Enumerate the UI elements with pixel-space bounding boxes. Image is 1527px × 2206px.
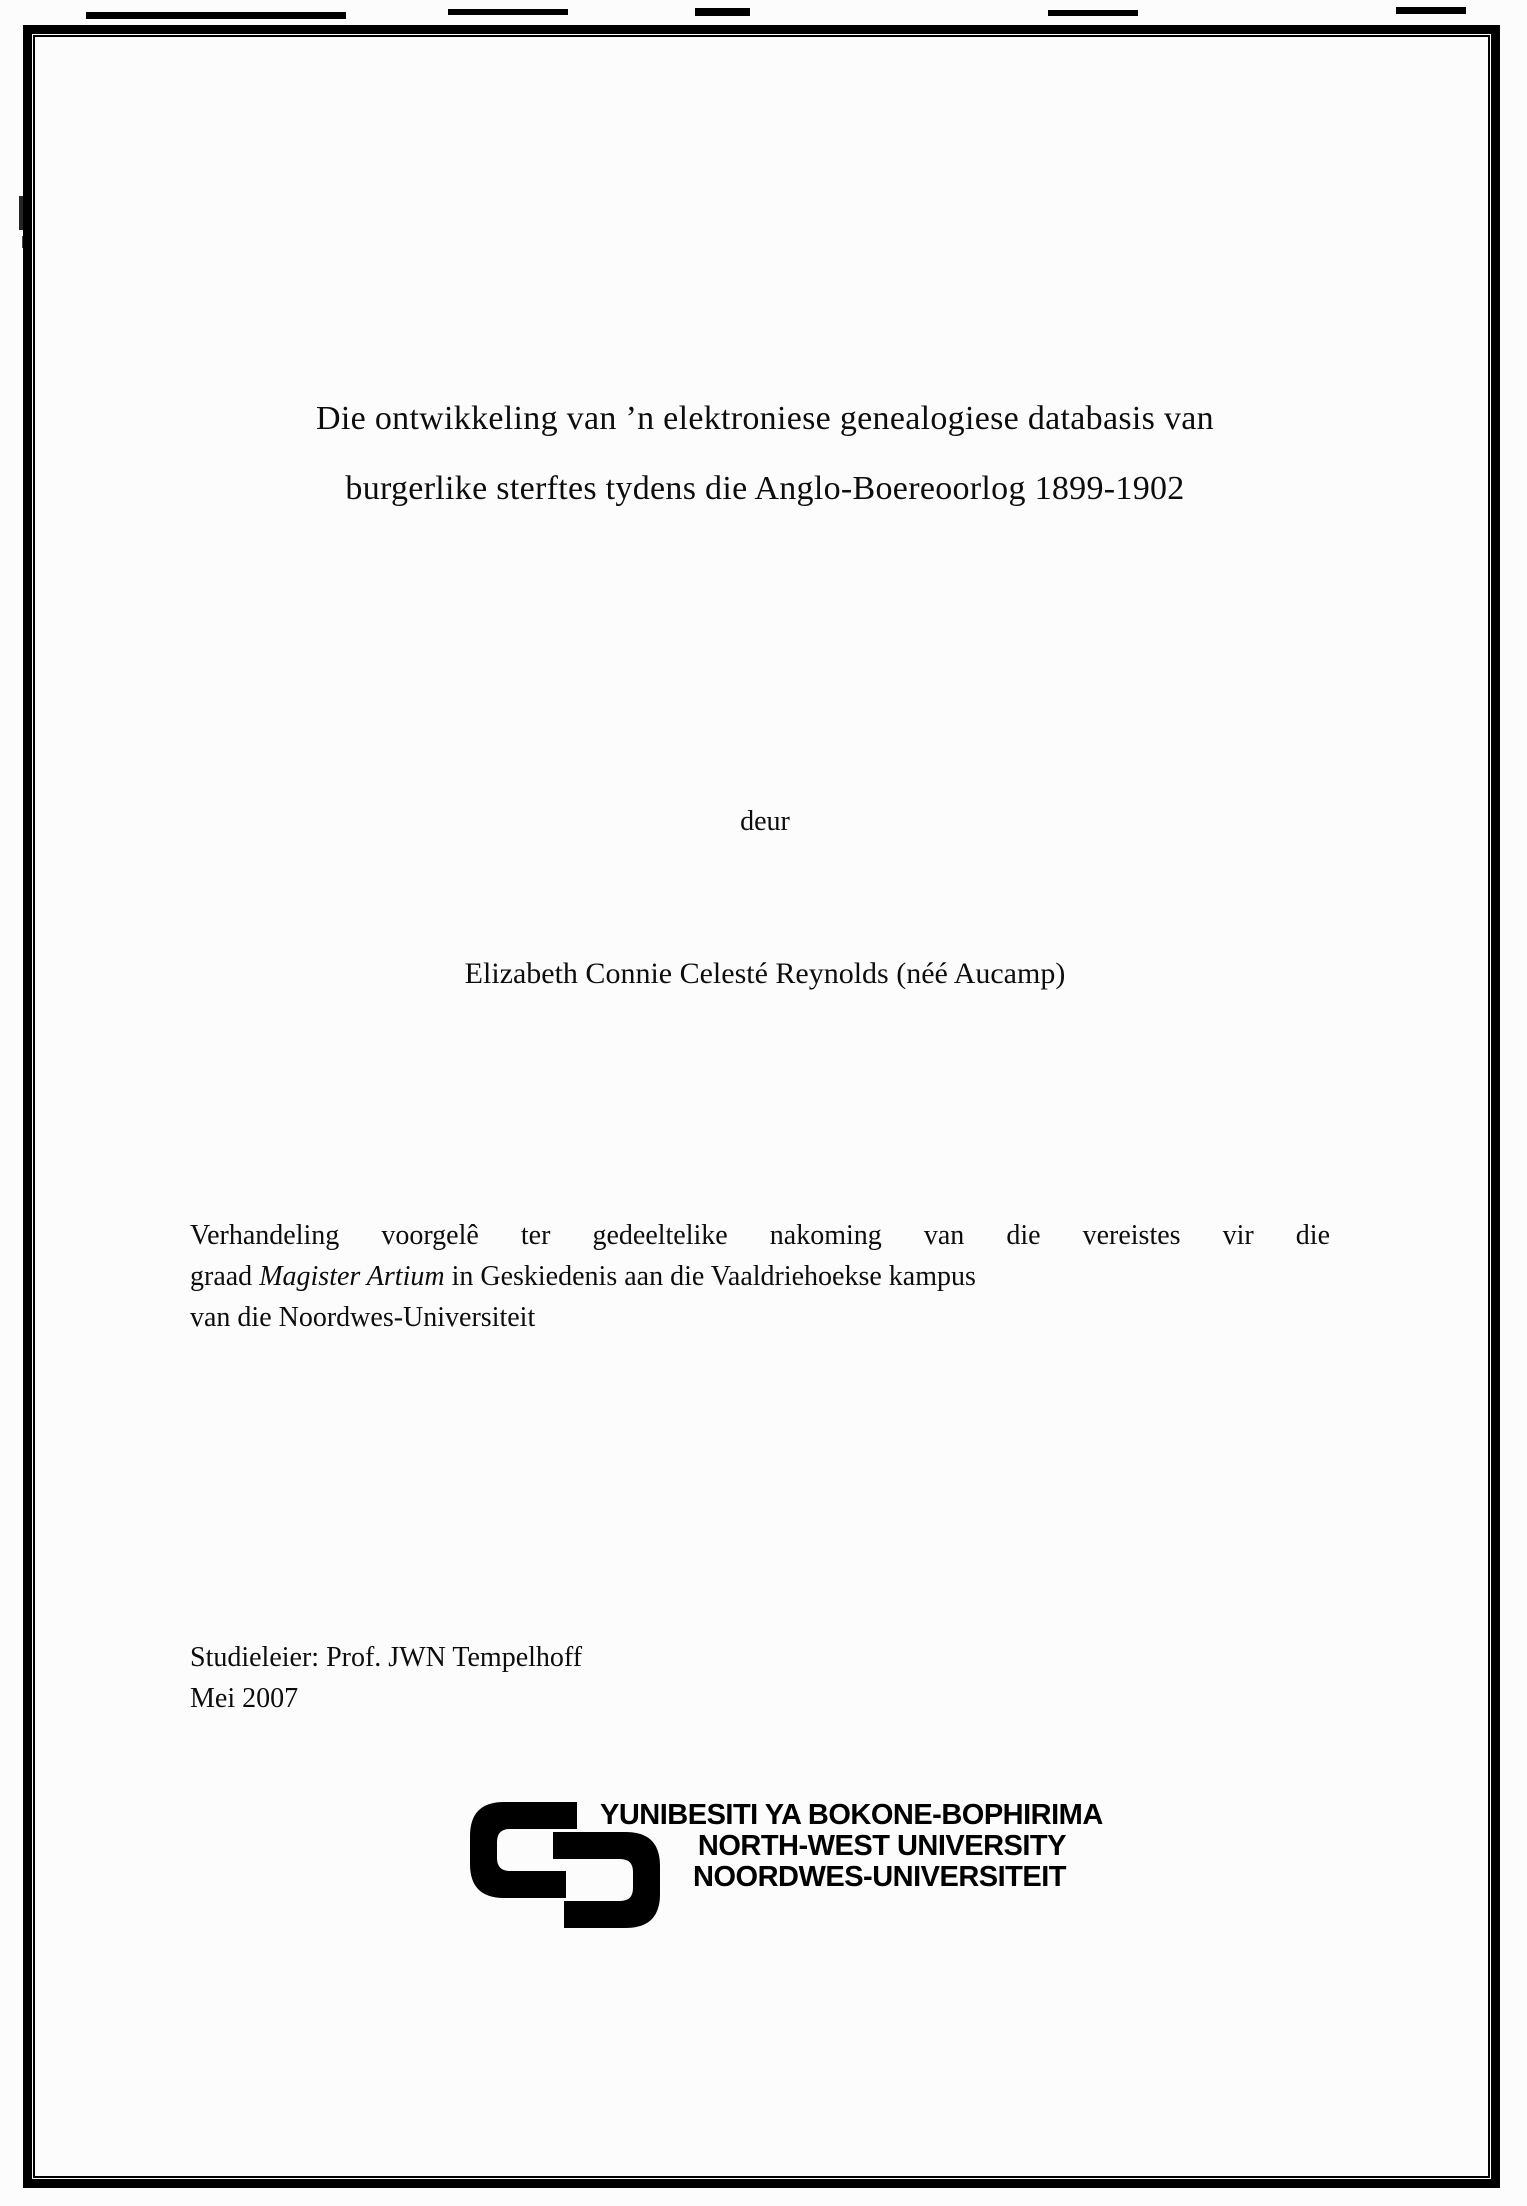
- date-line: Mei 2007: [190, 1683, 299, 1714]
- thesis-title-line2: burgerlike sterftes tydens die Anglo-Boereoorlog 1899-1902: [345, 470, 1185, 507]
- university-logo-text: [600, 1799, 1103, 1893]
- thesis-title-line1: Die ontwikkeling van ’n elektroniese genealogiese databasis van: [316, 400, 1214, 437]
- university-name-setswana: YUNIBESITI YA BOKONE-BOPHIRIMA: [600, 1799, 1103, 1831]
- degree-statement-line3: van die Noordwes-Universiteit: [190, 1302, 536, 1333]
- scan-artifact: [448, 9, 568, 15]
- scan-artifact: [1396, 7, 1466, 14]
- degree-statement-line2-post: in Geskiedenis aan die Vaaldriehoekse kampus: [444, 1261, 976, 1292]
- degree-statement-line2-pre: graad: [190, 1261, 260, 1292]
- degree-statement: [190, 1215, 1330, 1338]
- byline-deur: deur: [740, 806, 790, 837]
- scan-artifact: [22, 236, 26, 248]
- scan-artifact: [1048, 10, 1138, 16]
- university-name-afrikaans: NOORDWES-UNIVERSITEIT: [693, 1861, 1066, 1893]
- degree-name-italic: Magister Artium: [259, 1261, 445, 1292]
- scan-artifact: [19, 196, 25, 230]
- scan-artifact: [86, 12, 346, 19]
- thesis-title: [190, 384, 1340, 524]
- degree-statement-line2: [190, 1256, 1330, 1297]
- supervisor-block: [190, 1637, 1330, 1719]
- supervisor-line: Studieleier: Prof. JWN Tempelhoff: [190, 1642, 583, 1673]
- author-name: Elizabeth Connie Celesté Reynolds (néé Aucamp): [464, 957, 1066, 990]
- degree-statement-line1: Verhandeling voorgelê ter gedeeltelike nakoming van die vereistes vir die: [190, 1220, 1330, 1251]
- university-name-english: NORTH-WEST UNIVERSITY: [697, 1830, 1066, 1862]
- scan-artifact: [695, 8, 750, 16]
